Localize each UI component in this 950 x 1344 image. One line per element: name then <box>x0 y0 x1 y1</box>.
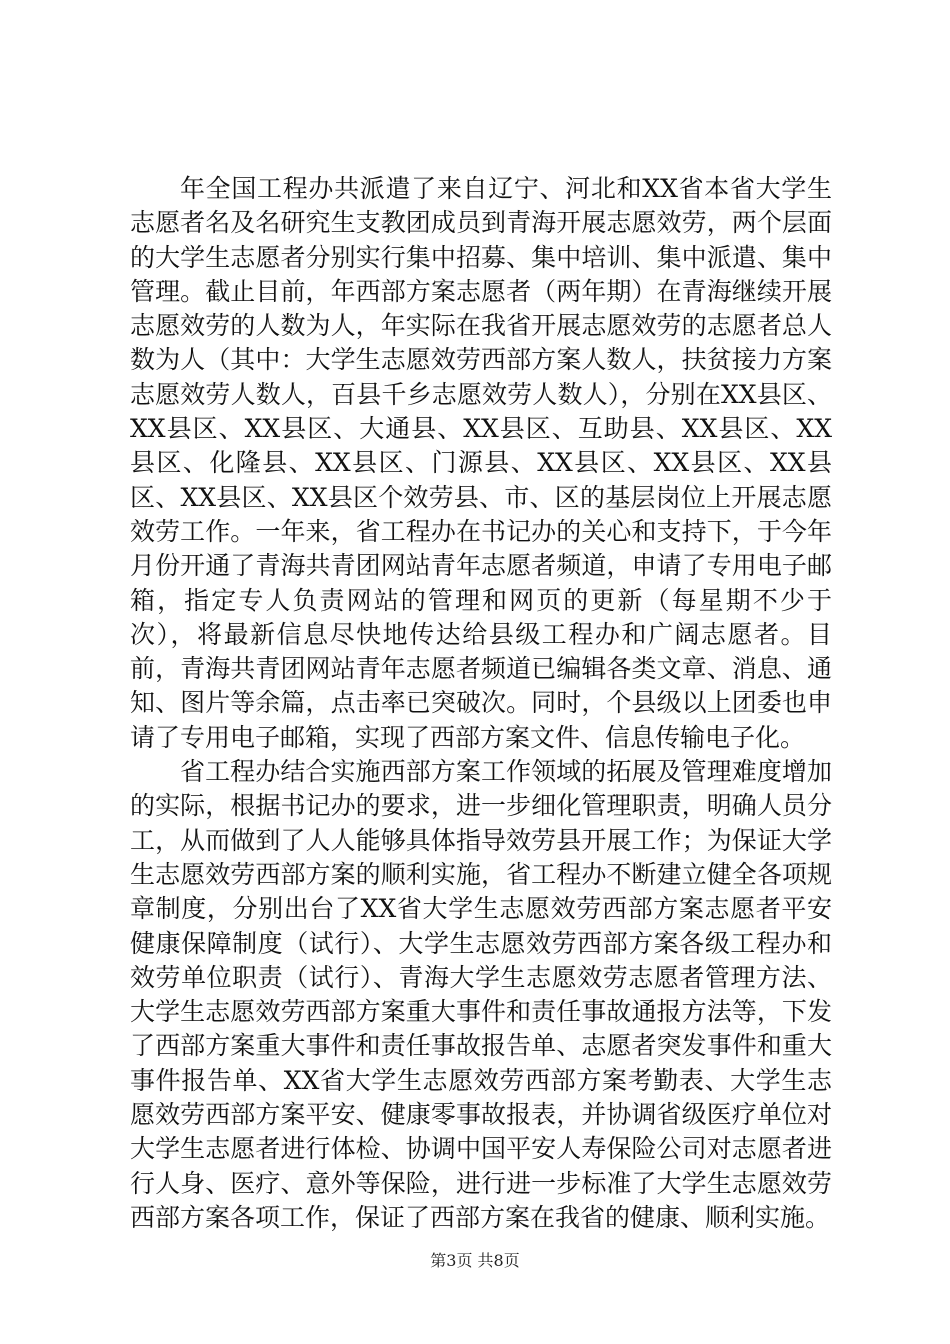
paragraph-2: 省工程办结合实施西部方案工作领域的拓展及管理难度增加的实际，根据书记办的要求，进一步细化管理职责，明确人员分工，从而做到了人人能够具体指导效劳县开展工作；为保证大学生志愿效劳西部方案的顺利实施，省工程办不断建立健全各项规章制度，分别出台了XX省大学生志愿效劳西部方案志愿者平安健康保障制度（试行）、大学生志愿效劳西部方案各级工程办和效劳单位职责（试行）、青海大学生志愿效劳志愿者管理方法、大学生志愿效劳西部方案重大事件和责任事故通报方法等，下发了西部方案重大事件和责任事故报告单、志愿者突发事件和重大事件报告单、XX省大学生志愿效劳西部方案考勤表、大学生志愿效劳西部方案平安、健康零事故报表，并协调省级医疗单位对大学生志愿者进行体检、协调中国平安人寿保险公司对志愿者进行人身、医疗、意外等保险，进行进一步标准了大学生志愿效劳西部方案各项工作，保证了西部方案在我省的健康、顺利实施。 <box>130 757 832 1232</box>
page-number-footer: 第3页 共8页 <box>430 1251 520 1270</box>
document-body <box>130 172 832 1235</box>
paragraph-1: 年全国工程办共派遣了来自辽宁、河北和XX省本省大学生志愿者名及名研究生支教团成员到青海开展志愿效劳，两个层面的大学生志愿者分别实行集中招募、集中培训、集中派遣、集中管理。截止目前，年西部方案志愿者（两年期）在青海继续开展志愿效劳的人数为人，年实际在我省开展志愿效劳的志愿者总人数为人（其中：大学生志愿效劳西部方案人数人，扶贫接力方案志愿效劳人数人，百县千乡志愿效劳人数人），分别在XX县区、XX县区、XX县区、大通县、XX县区、互助县、XX县区、XX县区、化隆县、XX县区、门源县、XX县区、XX县区、XX县区、XX县区、XX县区个效劳县、市、区的基层岗位上开展志愿效劳工作。一年来，省工程办在书记办的关心和支持下，于今年月份开通了青海共青团网站青年志愿者频道，申请了专用电子邮箱，指定专人负责网站的管理和网页的更新（每星期不少于次），将最新信息尽快地传达给县级工程办和广阔志愿者。目前，青海共青团网站青年志愿者频道已编辑各类文章、消息、通知、图片等余篇，点击率已突破次。同时，个县级以上团委也申请了专用电子邮箱，实现了西部方案文件、信息传输电子化。 <box>130 174 832 752</box>
